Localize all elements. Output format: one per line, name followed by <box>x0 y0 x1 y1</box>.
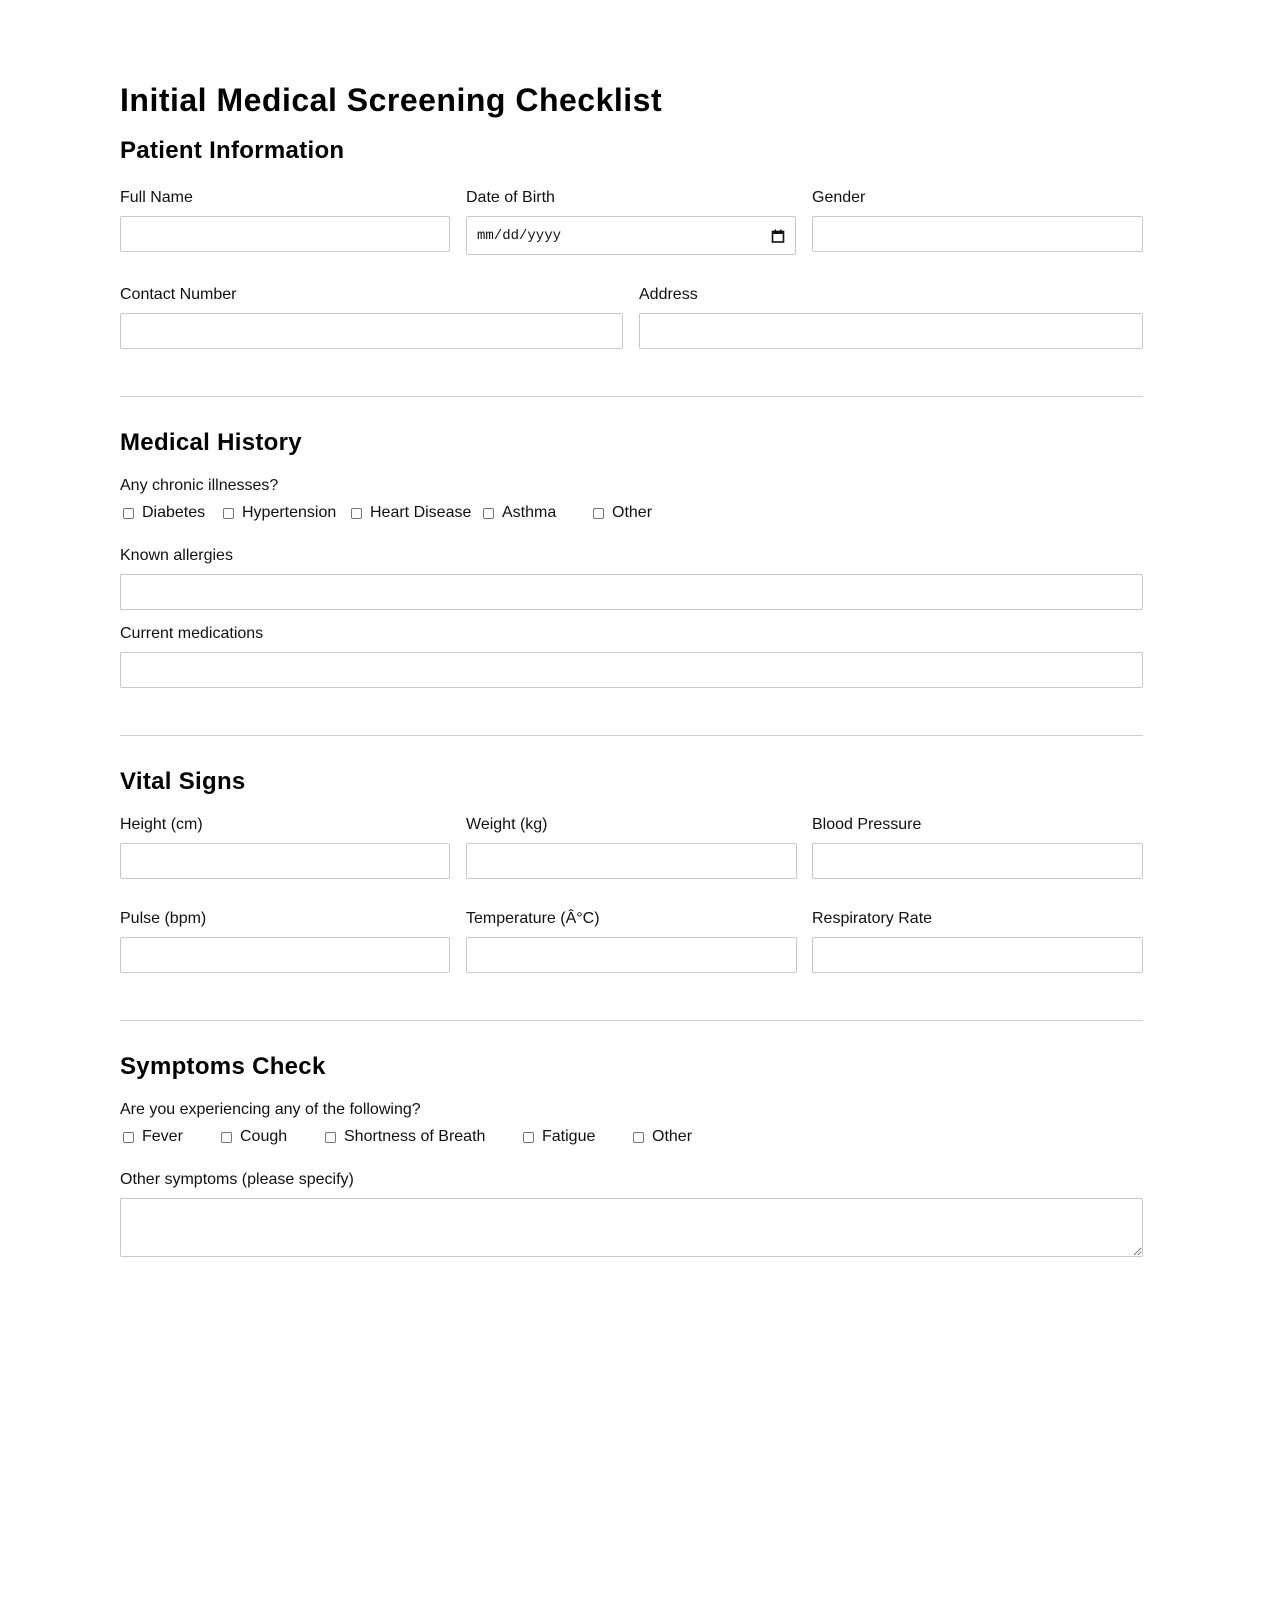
checkbox-asthma[interactable] <box>480 504 590 522</box>
allergies-input[interactable] <box>120 574 1143 610</box>
checkbox-other-symptom[interactable] <box>630 1128 692 1146</box>
contact-number-input[interactable] <box>120 313 623 349</box>
section-heading-vital-signs: Vital Signs <box>120 768 246 795</box>
checkbox-box[interactable] <box>223 508 234 519</box>
checkbox-other-illness[interactable] <box>590 504 652 522</box>
checkbox-box[interactable] <box>123 508 134 519</box>
symptoms-options <box>120 1128 692 1146</box>
temperature-label: Temperature (Â°C) <box>466 910 600 927</box>
checkbox-label: Asthma <box>502 504 557 521</box>
checkbox-fatigue[interactable] <box>520 1128 630 1146</box>
pulse-label: Pulse (bpm) <box>120 910 207 927</box>
checkbox-heart-disease[interactable] <box>348 504 480 522</box>
other-symptoms-label: Other symptoms (please specify) <box>120 1171 354 1188</box>
checkbox-box[interactable] <box>633 1132 644 1143</box>
medications-input[interactable] <box>120 652 1143 688</box>
checkbox-box[interactable] <box>123 1132 134 1143</box>
dob-input[interactable] <box>466 216 796 255</box>
respiratory-rate-input[interactable] <box>812 937 1143 973</box>
checkbox-diabetes[interactable] <box>120 504 220 522</box>
respiratory-rate-label: Respiratory Rate <box>812 910 933 927</box>
checkbox-label: Shortness of Breath <box>344 1128 486 1145</box>
chronic-illnesses-options <box>120 504 652 522</box>
checkbox-box[interactable] <box>351 508 362 519</box>
checkbox-box[interactable] <box>523 1132 534 1143</box>
checkbox-label: Cough <box>240 1128 288 1145</box>
calendar-icon[interactable] <box>771 229 785 243</box>
symptoms-question: Are you experiencing any of the following? <box>120 1101 421 1118</box>
other-symptoms-textarea[interactable] <box>120 1198 1143 1257</box>
height-label: Height (cm) <box>120 816 203 833</box>
gender-label: Gender <box>812 189 866 206</box>
checkbox-box[interactable] <box>483 508 494 519</box>
checkbox-hypertension[interactable] <box>220 504 348 522</box>
contact-number-label: Contact Number <box>120 286 237 303</box>
checkbox-label: Hypertension <box>242 504 337 521</box>
full-name-input[interactable] <box>120 216 450 252</box>
checkbox-box[interactable] <box>221 1132 232 1143</box>
dob-label: Date of Birth <box>466 189 555 206</box>
checkbox-label: Other <box>652 1128 693 1145</box>
temperature-input[interactable] <box>466 937 797 973</box>
allergies-label: Known allergies <box>120 547 233 564</box>
weight-label: Weight (kg) <box>466 816 548 833</box>
section-heading-symptoms-check: Symptoms Check <box>120 1053 326 1080</box>
checkbox-label: Other <box>612 504 653 521</box>
section-heading-medical-history: Medical History <box>120 429 302 456</box>
full-name-label: Full Name <box>120 189 193 206</box>
checkbox-box[interactable] <box>325 1132 336 1143</box>
pulse-input[interactable] <box>120 937 450 973</box>
checkbox-fever[interactable] <box>120 1128 218 1146</box>
address-label: Address <box>639 286 698 303</box>
checkbox-box[interactable] <box>593 508 604 519</box>
checkbox-cough[interactable] <box>218 1128 322 1146</box>
checkbox-label: Fatigue <box>542 1128 596 1145</box>
section-heading-patient-information: Patient Information <box>120 137 345 164</box>
weight-input[interactable] <box>466 843 797 879</box>
gender-input[interactable] <box>812 216 1143 252</box>
section-divider <box>120 735 1143 736</box>
checkbox-shortness-of-breath[interactable] <box>322 1128 520 1146</box>
blood-pressure-input[interactable] <box>812 843 1143 879</box>
blood-pressure-label: Blood Pressure <box>812 816 922 833</box>
height-input[interactable] <box>120 843 450 879</box>
section-divider <box>120 1020 1143 1021</box>
chronic-illnesses-question: Any chronic illnesses? <box>120 477 279 494</box>
page-title: Initial Medical Screening Checklist <box>120 82 663 118</box>
dob-placeholder: mm/dd/yyyy <box>477 227 562 244</box>
checkbox-label: Heart Disease <box>370 504 472 521</box>
checkbox-label: Diabetes <box>142 504 206 521</box>
section-divider <box>120 396 1143 397</box>
medications-label: Current medications <box>120 625 264 642</box>
address-input[interactable] <box>639 313 1143 349</box>
checkbox-label: Fever <box>142 1128 183 1145</box>
